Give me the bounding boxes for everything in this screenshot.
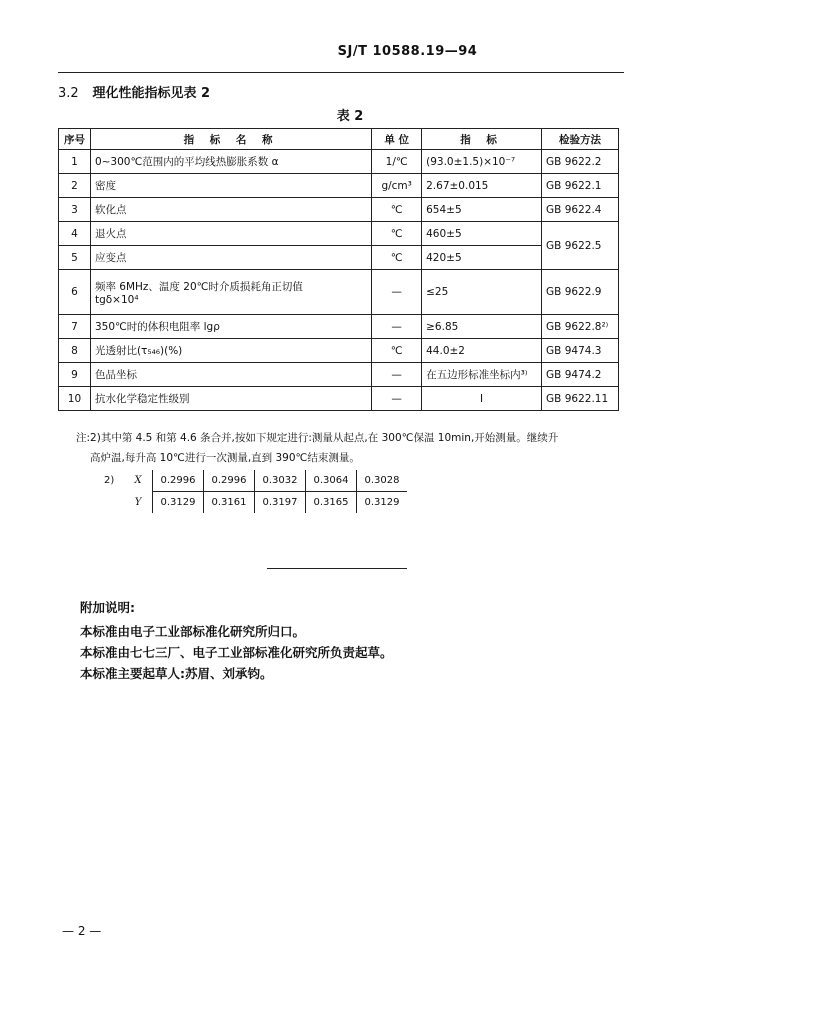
table-row	[59, 222, 619, 246]
coords-y-value: 0.3129	[153, 492, 204, 514]
cell-no: 9	[59, 363, 91, 387]
table-row	[59, 246, 619, 270]
cell-name-line1: 频率 6MHz、温度 20℃时介质损耗角正切值	[94, 280, 303, 293]
cell-no: 8	[59, 339, 91, 363]
section-divider	[267, 568, 407, 569]
col-header-no: 序号	[59, 129, 91, 150]
cell-unit: —	[372, 315, 422, 339]
cell-method: GB 9622.1	[542, 174, 619, 198]
properties-table	[58, 128, 619, 411]
cell-name: 密度	[90, 174, 371, 198]
section-number: 3.2	[58, 86, 79, 101]
section-title: 理化性能指标见表 2	[92, 86, 211, 101]
cell-name: 抗水化学稳定性级别	[90, 387, 371, 411]
addendum-line: 本标准由七七三厂、电子工业部标准化研究所负责起草。	[80, 645, 393, 660]
cell-method: GB 9622.9	[542, 270, 619, 315]
cell-method: GB 9622.8²⁾	[542, 315, 619, 339]
cell-method: GB 9622.4	[542, 198, 619, 222]
addendum-line: 本标准由电子工业部标准化研究所归口。	[80, 624, 306, 639]
table-row	[59, 270, 619, 315]
cell-no: 1	[59, 150, 91, 174]
col-header-unit: 单 位	[372, 129, 422, 150]
table-row	[59, 150, 619, 174]
cell-spec: (93.0±1.5)×10⁻⁷	[422, 150, 542, 174]
cell-spec: 44.0±2	[422, 339, 542, 363]
cell-name: 光透射比(τ₅₄₆)(%)	[90, 339, 371, 363]
table-row	[59, 339, 619, 363]
table-row	[59, 174, 619, 198]
cell-name-line2: tgδ×10⁴	[94, 293, 139, 306]
chromaticity-coordinates-table	[104, 470, 407, 513]
cell-no: 6	[59, 270, 91, 315]
cell-name: 软化点	[90, 198, 371, 222]
addendum-line: 本标准主要起草人:苏眉、刘承钧。	[80, 666, 273, 681]
cell-spec: 在五边形标准坐标内³⁾	[422, 363, 542, 387]
cell-unit: —	[372, 363, 422, 387]
cell-unit: ℃	[372, 246, 422, 270]
section-heading	[58, 82, 210, 101]
coords-note-tag: 2)	[104, 475, 115, 487]
cell-unit: —	[372, 387, 422, 411]
cell-spec: I	[422, 387, 542, 411]
cell-name: 350℃时的体积电阻率 lgρ	[90, 315, 371, 339]
cell-unit: ℃	[372, 339, 422, 363]
table-header-row	[59, 129, 619, 150]
cell-spec: 654±5	[422, 198, 542, 222]
table-row	[59, 387, 619, 411]
cell-name: 应变点	[90, 246, 371, 270]
cell-method: GB 9622.11	[542, 387, 619, 411]
cell-unit: ℃	[372, 222, 422, 246]
coords-x-label: X	[134, 475, 142, 487]
cell-spec: 2.67±0.015	[422, 174, 542, 198]
cell-unit: —	[372, 270, 422, 315]
coords-x-value: 0.3032	[255, 470, 306, 492]
coords-x-value: 0.3028	[357, 470, 408, 492]
cell-method: GB 9474.3	[542, 339, 619, 363]
cell-spec: ≥6.85	[422, 315, 542, 339]
coords-x-value: 0.3064	[306, 470, 357, 492]
table-row	[59, 315, 619, 339]
coords-y-value: 0.3165	[306, 492, 357, 514]
cell-spec: 420±5	[422, 246, 542, 270]
col-header-spec: 指 标	[422, 129, 542, 150]
cell-method: GB 9474.2	[542, 363, 619, 387]
coords-y-value: 0.3129	[357, 492, 408, 514]
page-number: — 2 —	[62, 924, 102, 938]
cell-spec: ≤25	[422, 270, 542, 315]
cell-no: 7	[59, 315, 91, 339]
cell-unit: ℃	[372, 198, 422, 222]
header-rule	[58, 72, 624, 73]
coords-y-label: Y	[134, 496, 142, 508]
coords-y-value: 0.3161	[204, 492, 255, 514]
coords-row-x	[104, 470, 407, 492]
cell-name: 退火点	[90, 222, 371, 246]
coords-x-value: 0.2996	[204, 470, 255, 492]
cell-no: 2	[59, 174, 91, 198]
cell-no: 5	[59, 246, 91, 270]
coords-row-y	[104, 492, 407, 514]
table-row	[59, 363, 619, 387]
cell-name: 0~300℃范围内的平均线热膨胀系数 α	[90, 150, 371, 174]
cell-name	[90, 270, 371, 315]
coords-y-value: 0.3197	[255, 492, 306, 514]
cell-no: 10	[59, 387, 91, 411]
table-row	[59, 198, 619, 222]
cell-method-merged: GB 9622.5	[542, 222, 619, 270]
note-line-1: 注:2)其中第 4.5 和第 4.6 条合并,按如下规定进行:测量从起点,在 300℃保温 10min,开始测量。继续升	[76, 432, 559, 444]
col-header-name: 指 标 名 称	[90, 129, 371, 150]
coords-x-value: 0.2996	[153, 470, 204, 492]
cell-no: 3	[59, 198, 91, 222]
cell-unit: g/cm³	[372, 174, 422, 198]
cell-spec: 460±5	[422, 222, 542, 246]
table-caption: 表 2	[336, 109, 364, 124]
cell-unit: 1/℃	[372, 150, 422, 174]
cell-method: GB 9622.2	[542, 150, 619, 174]
col-header-method: 检验方法	[542, 129, 619, 150]
addendum-title: 附加说明:	[80, 600, 135, 615]
cell-no: 4	[59, 222, 91, 246]
table-notes	[76, 428, 624, 468]
note-line-2: 高炉温,每升高 10℃进行一次测量,直到 390℃结束测量。	[90, 452, 360, 464]
cell-name: 色品坐标	[90, 363, 371, 387]
standard-code-header: SJ/T 10588.19—94	[337, 44, 478, 59]
